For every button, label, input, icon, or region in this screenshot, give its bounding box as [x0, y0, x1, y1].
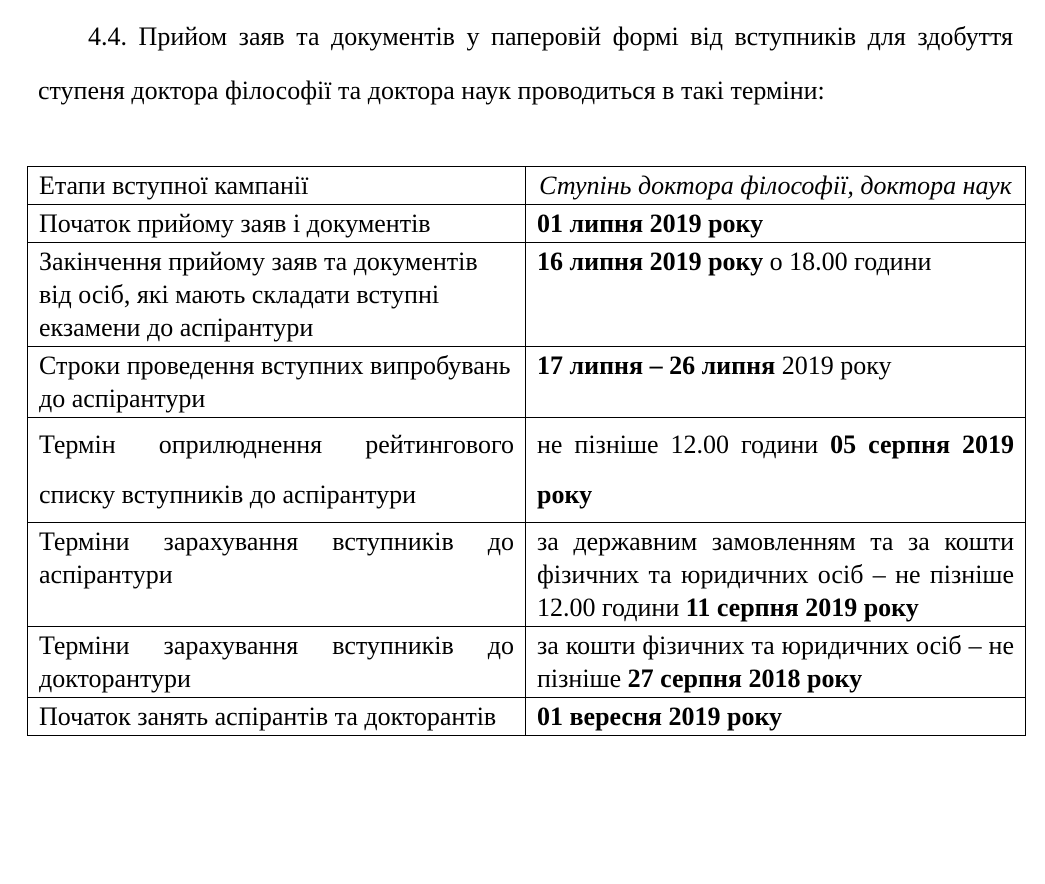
date-pre: за кошти фізичних та юридичних осіб – не пізніше	[537, 631, 1014, 693]
stage-cell: Терміни зарахування вступників до докторантури	[28, 627, 526, 698]
header-degree: Ступінь доктора філософії, доктора наук	[526, 167, 1026, 205]
table-row	[28, 205, 1026, 243]
date-bold: 05 серпня 2019 року	[537, 430, 1014, 509]
table-header-row	[28, 167, 1026, 205]
header-stages: Етапи вступної кампанії	[28, 167, 526, 205]
stage-cell: Термін оприлюднення рейтингового списку вступників до аспірантури	[28, 418, 526, 523]
intro-paragraph	[38, 10, 1013, 118]
table-row	[28, 523, 1026, 627]
table-row	[28, 347, 1026, 418]
date-cell	[526, 347, 1026, 418]
date-cell	[526, 418, 1026, 523]
table-row	[28, 698, 1026, 736]
admission-schedule-table	[27, 166, 1026, 736]
date-bold: 27 серпня 2018 року	[627, 664, 863, 693]
date-bold: 01 вересня 2019 року	[537, 702, 783, 731]
table-row	[28, 418, 1026, 523]
date-cell	[526, 698, 1026, 736]
date-bold: 17 липня – 26 липня	[537, 351, 776, 380]
stage-cell: Початок прийому заяв і документів	[28, 205, 526, 243]
date-pre: не пізніше 12.00 години	[537, 430, 831, 459]
stage-cell: Закінчення прийому заяв та документів від осіб, які мають складати вступні екзамени до аспірантури	[28, 243, 526, 347]
date-cell	[526, 523, 1026, 627]
date-cell	[526, 243, 1026, 347]
table-row	[28, 243, 1026, 347]
stage-cell: Терміни зарахування вступників до аспірантури	[28, 523, 526, 627]
intro-text: 4.4. Прийом заяв та документів у паперовій формі від вступників для здобуття ступеня доктора філософії та доктора наук проводиться в такі терміни:	[38, 22, 1013, 105]
date-bold: 16 липня 2019 року	[537, 247, 764, 276]
date-cell	[526, 627, 1026, 698]
table-row	[28, 627, 1026, 698]
date-cell	[526, 205, 1026, 243]
date-rest: 2019 року	[775, 351, 892, 380]
stage-cell: Строки проведення вступних випробувань до аспірантури	[28, 347, 526, 418]
stage-cell: Початок занять аспірантів та докторантів	[28, 698, 526, 736]
date-bold: 11 серпня 2019 року	[685, 593, 919, 622]
date-pre: за державним замовленням та за кошти фізичних та юридичних осіб – не пізніше 12.00 години	[537, 527, 1014, 622]
date-rest: о 18.00 години	[763, 247, 932, 276]
date-bold: 01 липня 2019 року	[537, 209, 764, 238]
